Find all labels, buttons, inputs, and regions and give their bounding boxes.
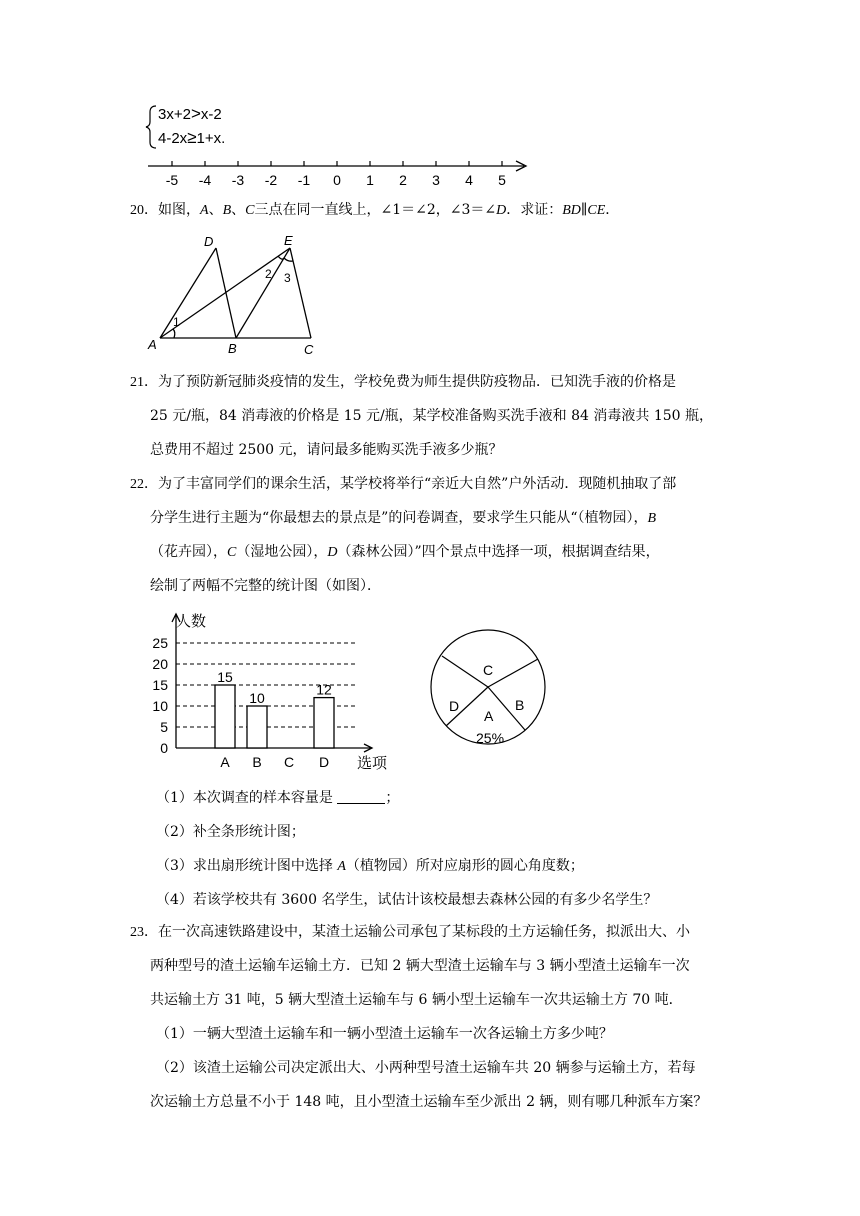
q20-point-a: A: [200, 203, 209, 218]
q21-line3: 总费用不超过 2500 元，请问最多能购买洗手液多少瓶？: [150, 442, 503, 458]
q20-geometry-figure: [140, 232, 340, 362]
number-line-tick-label: 5: [498, 172, 506, 188]
q20-point-d: D: [496, 203, 507, 218]
angle-1-label: 1: [173, 315, 180, 329]
q21-line2: 25 元/瓶，84 消毒液的价格是 15 元/瓶，某学校准备购买洗手液和 84 消毒液共 150 瓶，: [150, 408, 714, 424]
q21-line1: [130, 372, 676, 393]
q20-sep1: 、: [208, 202, 223, 218]
q22-sub3-option-a: A: [337, 859, 346, 874]
q23-sub2-line1: （2）该渣土运输公司决定派出大、小两种型号渣土运输车共 20 辆参与运输土方，若每: [156, 1060, 696, 1076]
number-line-tick-label: -1: [297, 172, 311, 188]
q22-sub3: [156, 856, 584, 877]
bar-value-label: 12: [316, 681, 332, 698]
pie-label-b: B: [515, 697, 525, 713]
bar-chart: [140, 606, 400, 774]
q22-sub2: （2）补全条形统计图；: [156, 824, 305, 840]
q19-inequality-system: [144, 102, 264, 152]
q22-option-c: C: [227, 545, 237, 560]
q20-text-a: 如图，: [158, 202, 200, 218]
q23-text1: 在一次高速铁路建设中，某渣土运输公司承包了某标段的土方运输任务，拟派出大、小: [158, 924, 690, 940]
q22-text3c: （湿地公园），: [236, 544, 328, 560]
q22-line3: [150, 542, 660, 563]
number-line-tick-label: 4: [465, 172, 473, 188]
q20-text-c: ．求证：: [506, 202, 563, 218]
q22-sub1-end: ；: [385, 790, 400, 806]
q22-sub1: [156, 788, 399, 809]
q22-option-b: B: [647, 511, 657, 526]
angle-2-label: 2: [265, 267, 272, 281]
q23-line1: [130, 922, 690, 943]
q22-text1: 为了丰富同学们的课余生活，某学校将举行“亲近大自然”户外活动．现随机抽取了部: [158, 476, 677, 492]
angle-3-label: 3: [284, 271, 291, 285]
number-line-tick-label: 0: [333, 172, 341, 188]
q20-line-ce: CE: [587, 203, 606, 218]
bar-ytick-label: 25: [152, 635, 168, 651]
q20-end: ．: [605, 202, 620, 218]
q22-text2a: 分学生进行主题为“你最想去的景点是”的问卷调查，要求学生只能从“（植物园），: [150, 510, 648, 526]
angle-2-arc: [278, 256, 284, 259]
number-line-tick-label: -5: [165, 172, 179, 188]
q21-number: 21．: [130, 375, 158, 390]
ineq2-op: ≥: [187, 128, 197, 147]
q22-sub1-text: （1）本次调查的样本容量是: [156, 790, 338, 806]
bar-value-label: 15: [217, 669, 233, 685]
q22-line4: 绘制了两幅不完整的统计图（如图）．: [150, 578, 381, 594]
pie-label-d: D: [449, 698, 460, 714]
q20-line-bd: BD: [562, 203, 581, 218]
number-line: [140, 152, 540, 192]
q23-line2: 两种型号的渣土运输车运输土方．已知 2 辆大型渣土运输车与 3 辆小型渣土运输车一次: [150, 958, 690, 974]
q22-line1: [130, 474, 676, 495]
line-be: [236, 248, 290, 338]
q22-sub3-text-c: （植物园）所对应扇形的圆心角度数；: [345, 858, 584, 874]
bar-ytick-label: 15: [152, 677, 168, 693]
line-ec: [290, 248, 311, 338]
bar-xlabel: 选项: [357, 755, 388, 772]
pie-divider-cb: [488, 659, 538, 687]
pie-divider-cd: [442, 656, 488, 687]
q23-number: 23．: [130, 925, 158, 940]
pie-chart: [426, 620, 550, 754]
inequality-1: [158, 104, 222, 124]
answer-blank[interactable]: [337, 789, 385, 804]
pie-label-a: A: [484, 708, 494, 724]
label-d: D: [204, 234, 214, 249]
q23-sub2-line2: 次运输土方总量不小于 148 吨，且小型渣土运输车至少派出 2 辆，则有哪几种派车方案？: [150, 1094, 708, 1110]
q22-line2: [150, 508, 656, 529]
pie-value-a: 25%: [476, 730, 505, 746]
number-line-tick-label: -2: [264, 172, 278, 188]
ineq2-left: 4-2x: [158, 130, 188, 147]
ineq2-right: 1+x: [196, 130, 222, 147]
ineq2-dot: .: [221, 130, 226, 147]
q20-text-b: 三点在同一直线上，∠1＝∠2，∠3＝∠: [254, 202, 497, 218]
q22-sub4: （4）若该学校共有 3600 名学生，试估计该校最想去森林公园的有多少名学生？: [156, 892, 658, 908]
number-line-tick-label: 3: [432, 172, 440, 188]
q22-text3e: （森林公园）”四个景点中选择一项，根据调查结果，: [337, 544, 660, 560]
ineq1-op: >: [190, 104, 201, 123]
q20-number: 20．: [130, 203, 158, 218]
bar-category-label: D: [318, 754, 330, 770]
angle-1-arc: [173, 329, 175, 338]
q22-option-d: D: [327, 545, 338, 560]
pie-label-c: C: [483, 662, 494, 678]
q21-text1: 为了预防新冠肺炎疫情的发生，学校免费为师生提供防疫物品．已知洗手液的价格是: [158, 374, 676, 390]
angle-3-arc: [284, 258, 293, 261]
q20-statement: [130, 200, 619, 221]
ineq1-right: x-2: [200, 106, 222, 123]
q22-number: 22．: [130, 477, 158, 492]
q20-sep2: 、: [231, 202, 246, 218]
label-a: A: [148, 337, 157, 352]
line-ad: [160, 248, 216, 338]
q22-text3a: （花卉园），: [150, 544, 227, 560]
label-b: B: [228, 341, 237, 356]
bar-b: [247, 706, 267, 748]
bar-category-label: C: [283, 754, 295, 770]
number-line-tick-label: 1: [366, 172, 374, 188]
bar-value-label: 10: [249, 690, 265, 706]
q20-parallel: ∥: [580, 202, 588, 218]
number-line-tick-label: 2: [399, 172, 407, 188]
bar-ytick-label: 0: [160, 740, 168, 756]
bar-category-label: B: [252, 754, 262, 770]
q23-sub1: （1）一辆大型渣土运输车和一辆小型渣土运输车一次各运输土方多少吨？: [156, 1026, 613, 1042]
bar-ytick-label: 10: [152, 698, 168, 714]
q22-sub3-text-a: （3）求出扇形统计图中选择: [156, 858, 338, 874]
q23-line3: 共运输土方 31 吨，5 辆大型渣土运输车与 6 辆小型土运输车一次共运输土方 70 吨．: [150, 992, 683, 1008]
label-e: E: [284, 233, 293, 248]
bar-a: [215, 685, 235, 748]
number-line-tick-label: -4: [198, 172, 212, 188]
inequality-2: [158, 128, 225, 148]
bar-ylabel: 人数: [176, 613, 207, 630]
q20-point-c: C: [245, 203, 255, 218]
ineq1-left: 3x+2: [158, 106, 191, 123]
bar-ytick-label: 5: [160, 719, 168, 735]
number-line-tick-label: -3: [231, 172, 245, 188]
bar-ytick-label: 20: [152, 656, 168, 672]
q20-point-b: B: [222, 203, 232, 218]
bar-d: [314, 698, 334, 748]
label-c: C: [304, 342, 314, 357]
bar-category-label: A: [220, 754, 230, 770]
